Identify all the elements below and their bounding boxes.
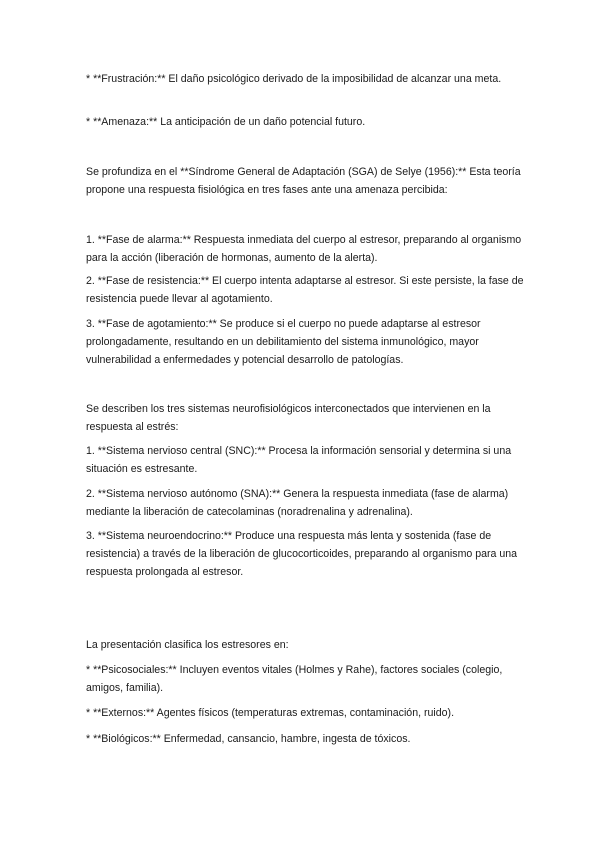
paragraph-sistemas-intro: Se describen los tres sistemas neurofisiológicos interconectados que intervienen en la respuesta al estrés: [86,403,491,433]
paragraph-amenaza: * **Amenaza:** La anticipación de un daño potencial futuro. [86,116,366,128]
paragraph-snc: 1. **Sistema nervioso central (SNC):** Procesa la información sensorial y determina si una situación es estresante. [86,445,512,475]
paragraph-estresores-intro: La presentación clasifica los estresores en: [86,639,289,651]
paragraph-fase-alarma: 1. **Fase de alarma:** Respuesta inmediata del cuerpo al estresor, preparando al organismo para la acción (liberación de hormonas, aumento de la alerta). [86,234,522,264]
paragraph-sna: 2. **Sistema nervioso autónomo (SNA):** Genera la respuesta inmediata (fase de alarma) mediante la liberación de catecolaminas (noradrenalina y adrenalina). [86,488,509,518]
paragraph-fase-agotamiento: 3. **Fase de agotamiento:** Se produce si el cuerpo no puede adaptarse al estresor prolongadamente, resultando en un debilitamiento del sistema inmunológico, mayor vulnerabilidad a enfermedades y potencial desarrollo de patologías. [86,318,481,366]
paragraph-psicosociales: * **Psicosociales:** Incluyen eventos vitales (Holmes y Rahe), factores sociales (colegio, amigos, familia). [86,664,503,694]
paragraph-sga-intro: Se profundiza en el **Síndrome General de Adaptación (SGA) de Selye (1956):** Esta teoría propone una respuesta fisiológica en tres fases ante una amenaza percibida: [86,166,521,196]
paragraph-neuroendocrino: 3. **Sistema neuroendocrino:** Produce una respuesta más lenta y sostenida (fase de resistencia) a través de la liberación de glucocorticoides, preparando al organismo para una respuesta prolongada al estresor. [86,530,518,578]
paragraph-externos: * **Externos:** Agentes físicos (temperaturas extremas, contaminación, ruido). [86,707,455,719]
paragraph-biologicos: * **Biológicos:** Enfermedad, cansancio, hambre, ingesta de tóxicos. [86,733,411,745]
paragraph-frustracion: * **Frustración:** El daño psicológico derivado de la imposibilidad de alcanzar una meta. [86,73,502,85]
paragraph-fase-resistencia: 2. **Fase de resistencia:** El cuerpo intenta adaptarse al estresor. Si este persiste, la fase de resistencia puede llevar al agotamiento. [86,275,524,305]
